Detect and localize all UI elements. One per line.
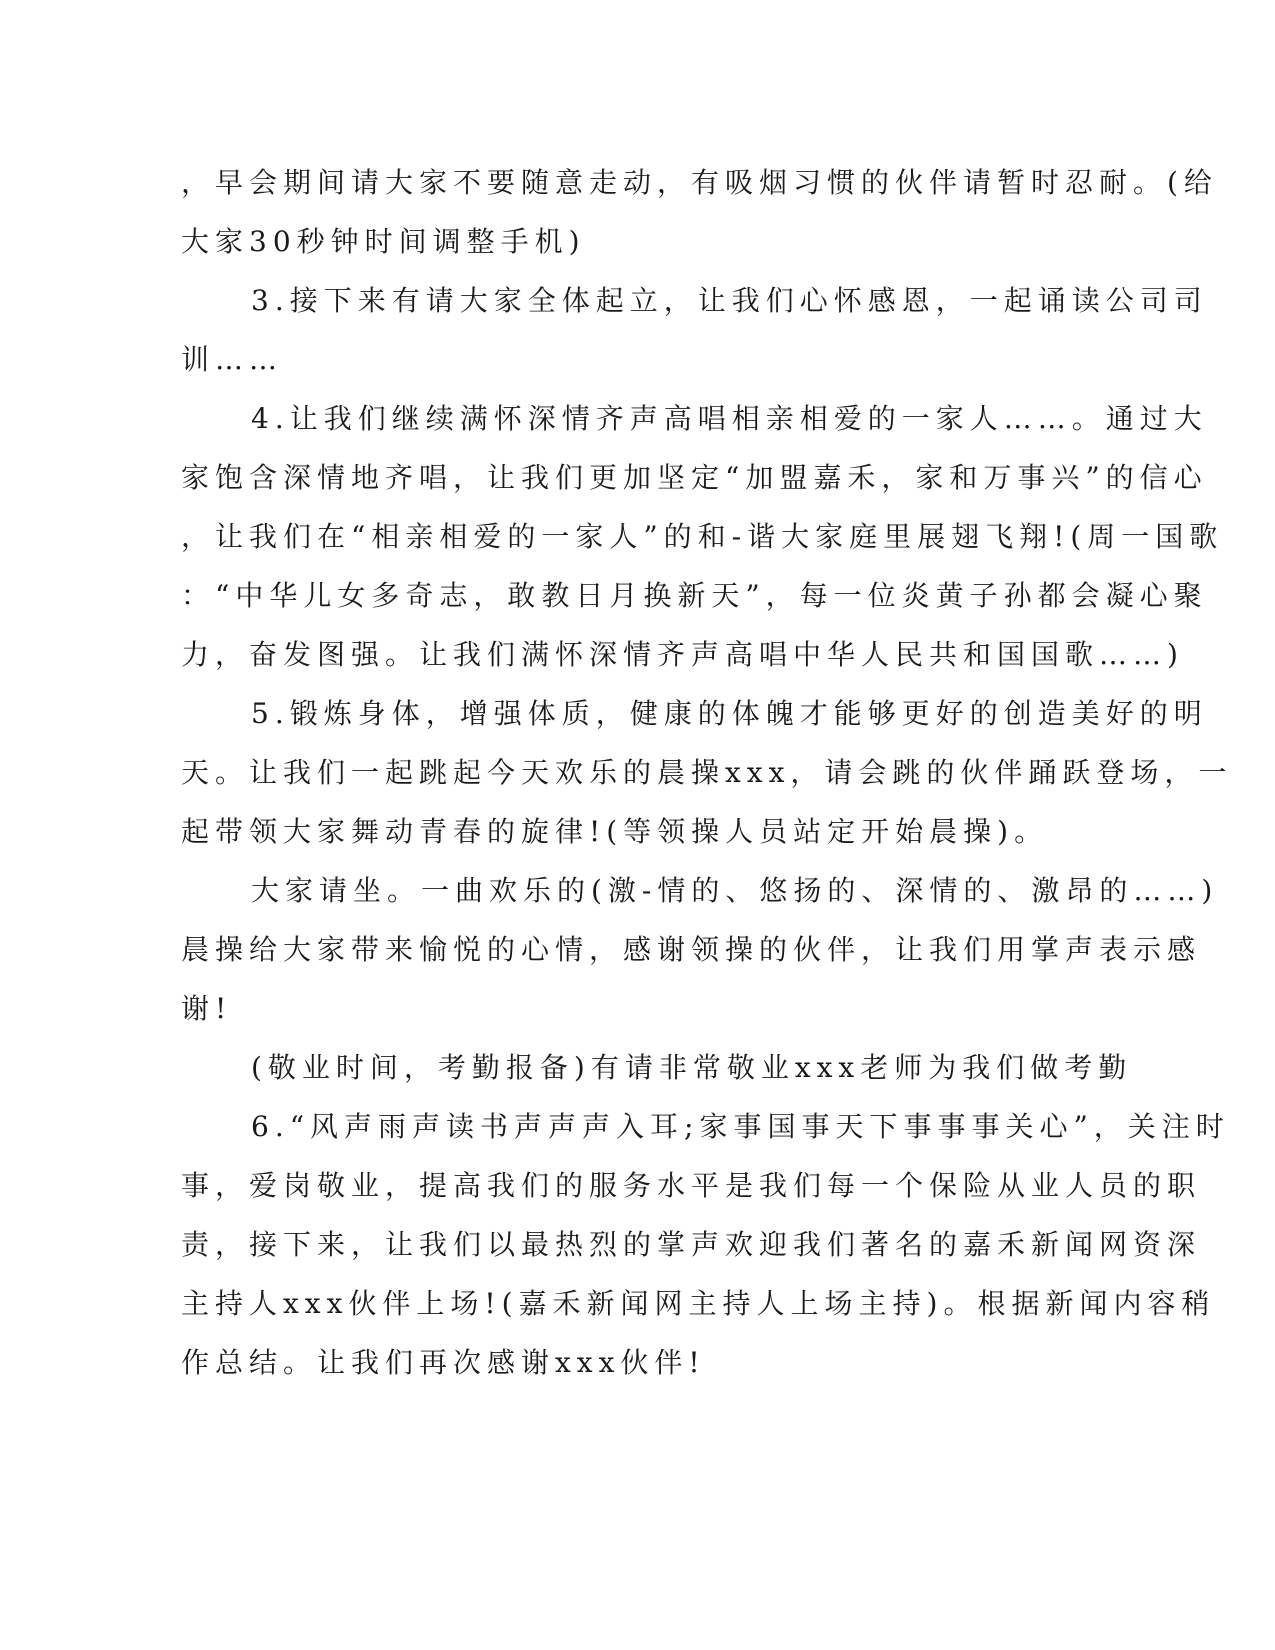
paragraph-start-line: (敬业时间，考勤报备)有请非常敬业xxx老师为我们做考勤 bbox=[251, 1051, 1133, 1084]
paragraph-start-line: 5.锻炼身体，增强体质，健康的体魄才能够更好的创造美好的明 bbox=[251, 697, 1208, 730]
text-line: ，让我们在“相亲相爱的一家人”的和-谐大家庭里展翅飞翔!(周一国歌 bbox=[181, 520, 1224, 553]
text-line: 作总结。让我们再次感谢xxx伙伴! bbox=[181, 1346, 706, 1379]
text-line: 训…… bbox=[181, 343, 284, 376]
text-line: 天。让我们一起跳起今天欢乐的晨操xxx，请会跳的伙伴踊跃登场，一 bbox=[181, 756, 1233, 789]
paragraph-start-line: 6.“风声雨声读书声声声入耳;家事国事天下事事事关心”，关注时 bbox=[251, 1110, 1230, 1143]
text-line: ，早会期间请大家不要随意走动，有吸烟习惯的伙伴请暂时忍耐。(给 bbox=[181, 166, 1218, 199]
paragraph-start-line: 大家请坐。一曲欢乐的(激-情的、悠扬的、深情的、激昂的……) bbox=[251, 874, 1219, 907]
text-line: 主持人xxx伙伴上场!(嘉禾新闻网主持人上场主持)。根据新闻内容稍 bbox=[181, 1287, 1216, 1320]
text-line: 力，奋发图强。让我们满怀深情齐声高唱中华人民共和国国歌……) bbox=[181, 638, 1184, 671]
text-line: 晨操给大家带来愉悦的心情，感谢领操的伙伴，让我们用掌声表示感 bbox=[181, 933, 1202, 966]
text-line: 起带领大家舞动青春的旋律!(等领操人员站定开始晨操)。 bbox=[181, 815, 1049, 848]
text-line: 责，接下来，让我们以最热烈的掌声欢迎我们著名的嘉禾新闻网资深 bbox=[181, 1228, 1202, 1261]
text-line: 事，爱岗敬业，提高我们的服务水平是我们每一个保险从业人员的职 bbox=[181, 1169, 1202, 1202]
text-line: 谢! bbox=[181, 992, 233, 1025]
paragraph-start-line: 4.让我们继续满怀深情齐声高唱相亲相爱的一家人……。通过大 bbox=[251, 402, 1208, 435]
text-line: 家饱含深情地齐唱，让我们更加坚定“加盟嘉禾，家和万事兴”的信心 bbox=[181, 461, 1208, 494]
paragraph-start-line: 3.接下来有请大家全体起立，让我们心怀感恩，一起诵读公司司 bbox=[251, 284, 1208, 317]
text-line: ：“中华儿女多奇志，敢教日月换新天”，每一位炎黄子孙都会凝心聚 bbox=[181, 579, 1208, 612]
text-line: 大家30秒钟时间调整手机) bbox=[181, 225, 586, 258]
